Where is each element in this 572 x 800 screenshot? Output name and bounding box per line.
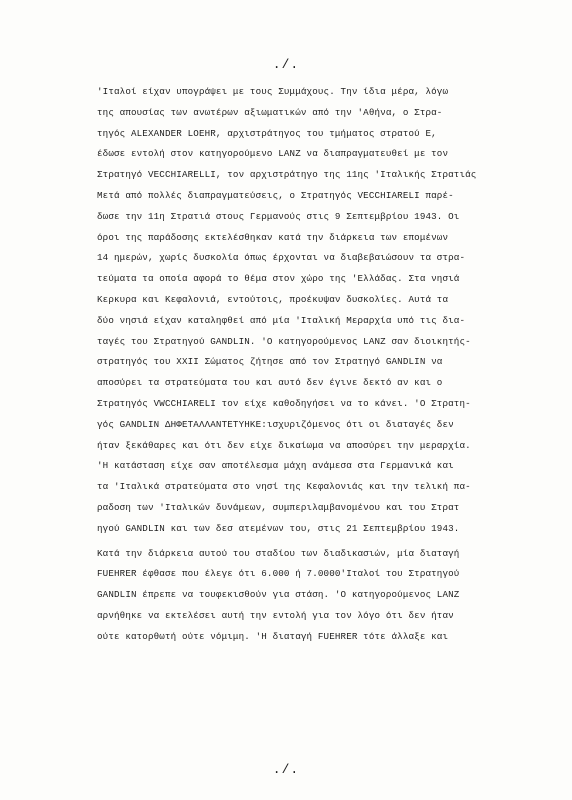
typewritten-text xyxy=(97,82,537,648)
text-line: τηγός ALEXANDER LOEHR, αρχιστράτηγος του τμήματος στρατού Ε, xyxy=(97,127,437,139)
text-line: αρνήθηκε να εκτελέσει αυτή την εντολή για τον λόγο ότι δεν ήταν xyxy=(97,609,454,621)
text-line: ραδοση των 'Ιταλικών δυνάμεων, συμπεριλαμβανομένου και του Στρατ xyxy=(97,501,460,513)
text-line: Μετά από πολλές διαπραγματεύσεις, ο Στρατηγός VECCHIARELI παρέ- xyxy=(97,189,454,201)
text-line: όροι της παράδοσης εκτελέσθηκαν κατά την διάρκεια των επομένων xyxy=(97,231,449,243)
text-line: τεύματα τα οποία αφορά το θέμα στον χώρο της 'Ελλάδας. Στα νησιά xyxy=(97,273,460,285)
text-line: γός GANDLIN ΔΗΦΕΤΑΛΛΑΝΤΕΤΥΗΚΕ:ισχυριζόμενος ότι οι διαταγές δεν xyxy=(97,418,454,430)
text-line: τα 'Ιταλικά στρατεύματα στο νησί της Κεφαλονιάς και την τελική πα- xyxy=(97,481,471,493)
text-line: FUEHRER έφθασε που έλεγε ότι 6.000 ή 7.0000'Ιταλοί του Στρατηγού xyxy=(97,568,460,580)
paragraph xyxy=(97,82,537,540)
text-line: αποσύρει τα στρατεύματα του και αυτό δεν έγινε δεκτό αν και ο xyxy=(97,377,443,389)
text-line: της απουσίας των ανωτέρων αξιωματικών από την 'Αθήνα, ο Στρα- xyxy=(97,106,443,118)
text-line: Κερκυρα και Κεφαλονιά, εντούτοις, προέκυψαν δυσκολίες. Αυτά τα xyxy=(97,293,449,305)
paragraph xyxy=(97,544,537,648)
text-line: ταγές του Στρατηγού GANDLIN. 'Ο κατηγορούμενος LANZ σαν διοικητής- xyxy=(97,335,471,347)
page-continuation-marker-bottom: ./. xyxy=(272,762,300,777)
text-line: Στρατηγός VWCCHIARELI τον είχε καθοδηγήσει να το κάνει. 'Ο Στρατη- xyxy=(97,397,471,409)
text-line: στρατηγός του XXII Σώματος ζήτησε από τον Στρατηγό GANDLIN να xyxy=(97,356,443,368)
text-line: 14 ημερών, χωρίς δυσκολία όπως έρχονται να διαβεβαιώσουν τα στρα- xyxy=(97,252,466,264)
text-line: Στρατηγό VECCHIARELLI, τον αρχιστράτηγο της 11ης 'Ιταλικής Στρατιάς xyxy=(97,169,477,181)
text-line: ούτε κατορθωτή ούτε νόμιμη. 'Η διαταγή FUEHRER τότε άλλαξε και xyxy=(97,630,449,642)
text-line: GANDLIN έπρεπε να τουφεκισθούν για στάση. 'Ο κατηγορούμενος LANZ xyxy=(97,589,460,601)
text-line: δύο νησιά είχαν καταληφθεί από μία 'Ιταλική Μεραρχία υπό τις δια- xyxy=(97,314,466,326)
text-line: 'Η κατάσταση είχε σαν αποτέλεσμα μάχη ανάμεσα στα Γερμανικά και xyxy=(97,460,454,472)
text-line: 'Ιταλοί είχαν υπογράψει με τους Συμμάχους. Την ίδια μέρα, λόγω xyxy=(97,86,449,97)
text-line: έδωσε εντολή στον κατηγορούμενο LANZ να διαπραγματευθεί με τον xyxy=(97,148,449,160)
text-line: δωσε την 11η Στρατιά στους Γερμανούς στις 9 Σεπτεμβρίου 1943. Οι xyxy=(97,210,460,222)
text-line: ήταν ξεκάθαρες και ότι δεν είχε δικαίωμα να αποσύρει την μεραρχία. xyxy=(97,439,471,451)
text-line: Κατά την διάρκεια αυτού του σταδίου των διαδικασιών, μία διαταγή xyxy=(97,547,460,559)
text-line: ηγού GANDLIN και των δεσ ατεμένων του, στις 21 Σεπτεμβρίου 1943. xyxy=(97,522,460,534)
page-continuation-marker-top: ./. xyxy=(272,57,300,72)
